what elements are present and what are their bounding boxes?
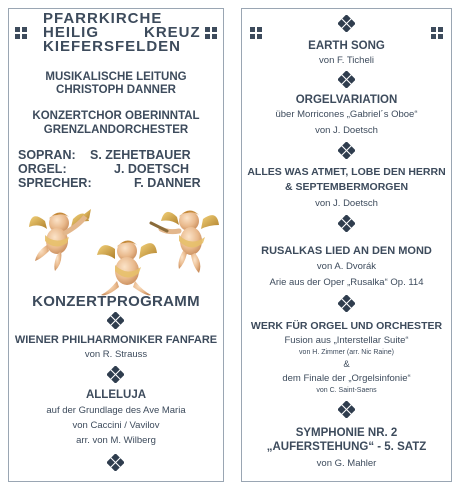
piece-title-orgelvariation: ORGELVARIATION: [295, 94, 398, 106]
corner-squares-icon-left: [15, 27, 27, 39]
diamond-cluster-icon: [338, 215, 355, 232]
piece-title-alleluja: ALLELUJA: [85, 389, 147, 401]
piece-line-orgel-orchester-3: &: [343, 359, 350, 370]
diamond-cluster-icon: [338, 142, 355, 159]
diamond-cluster-icon: [107, 454, 124, 471]
piece-line-orgelvariation-2: von J. Doetsch: [315, 125, 378, 136]
piece-title-symphonie-1: SYMPHONIE NR. 2: [295, 427, 398, 439]
piece-line-orgel-orchester-1: Fusion aus „Interstellar Suite“: [284, 335, 409, 346]
performer-role-soprano: SOPRAN:: [18, 148, 76, 162]
piece-title-fanfare: WIENER PHILHARMONIKER FANFARE: [14, 334, 218, 346]
program-right-panel: [241, 8, 452, 482]
cherubs-illustration: [27, 205, 222, 299]
church-line-2: HEILIG: [43, 24, 100, 41]
performer-name-soprano: S. ZEHETBAUER: [90, 148, 191, 162]
piece-line-orgel-orchester-4: dem Finale der „Orgelsinfonie“: [282, 373, 411, 384]
diamond-cluster-icon: [338, 401, 355, 418]
piece-composer-alles-was-atmet: von J. Doetsch: [315, 198, 378, 209]
piece-line-alleluja-2: von Caccini / Vavilov: [72, 420, 160, 431]
performer-role-organ: ORGEL:: [18, 162, 67, 176]
piece-line-alleluja-3: arr. von M. Wilberg: [76, 435, 156, 446]
church-line-4: KIEFERSFELDEN: [43, 38, 182, 55]
diamond-cluster-icon: [107, 366, 124, 383]
program-left-panel: [8, 8, 224, 482]
church-line-1: PFARRKIRCHE: [43, 10, 163, 27]
diamond-cluster-icon: [338, 15, 355, 32]
corner-squares-icon-right: [205, 27, 217, 39]
piece-title-alles-was-atmet-2: & SEPTEMBERMORGEN: [284, 181, 409, 193]
leadership-label: MUSIKALISCHE LEITUNG: [45, 71, 187, 83]
corner-squares-icon-left: [250, 27, 262, 39]
piece-line-rusalka-2: Arie aus der Oper „Rusalka“ Op. 114: [269, 277, 424, 288]
piece-line-rusalka-1: von A. Dvorák: [316, 261, 377, 272]
piece-title-rusalka: RUSALKAS LIED AN DEN MOND: [261, 245, 432, 257]
piece-title-earth-song: EARTH SONG: [308, 40, 385, 52]
piece-title-alles-was-atmet-1: ALLES WAS ATMET, LOBE DEN HERRN: [247, 166, 446, 178]
ensemble-choir: KONZERTCHOR OBERINNTAL: [32, 110, 200, 122]
ensemble-orchestra: GRENZLANDORCHESTER: [43, 124, 189, 136]
piece-title-orgel-orchester: WERK FÜR ORGEL UND ORCHESTER: [250, 320, 443, 332]
piece-composer-symphonie: von G. Mahler: [316, 458, 377, 469]
diamond-cluster-icon: [107, 312, 124, 329]
church-line-3: KREUZ: [144, 24, 201, 41]
piece-title-symphonie-2: „AUFERSTEHUNG“ - 5. SATZ: [266, 441, 427, 453]
program-title: KONZERTPROGRAMM: [32, 293, 200, 310]
conductor-name: CHRISTOPH DANNER: [56, 84, 176, 96]
diamond-cluster-icon: [338, 295, 355, 312]
piece-composer-earth-song: von F. Ticheli: [319, 55, 374, 66]
diamond-cluster-icon: [338, 71, 355, 88]
piece-line-alleluja-1: auf der Grundlage des Ave Maria: [46, 405, 186, 416]
piece-line-orgel-orchester-5: von C. Saint-Saens: [316, 387, 377, 394]
corner-squares-icon-right: [431, 27, 443, 39]
piece-line-orgel-orchester-2: von H. Zimmer (arr. Nic Raine): [299, 349, 394, 356]
piece-composer-fanfare: von R. Strauss: [84, 349, 148, 360]
performer-name-organ: J. DOETSCH: [114, 162, 190, 176]
performer-role-narrator: SPRECHER:: [18, 176, 92, 190]
performer-name-narrator: F. DANNER: [134, 176, 201, 190]
piece-line-orgelvariation-1: über Morricones „Gabriel´s Oboe“: [275, 109, 418, 120]
